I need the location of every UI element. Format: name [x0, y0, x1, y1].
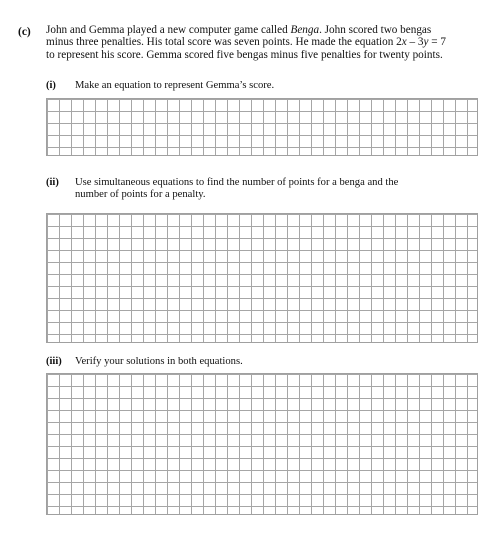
intro-segment: = 7	[428, 36, 446, 49]
intro-segment: to represent his score. Gemma scored five bengas minus five penalties for twenty points.	[46, 48, 443, 61]
intro-line-3	[46, 49, 491, 61]
part-ii-text	[75, 177, 398, 201]
intro-line-2	[46, 36, 491, 48]
part-iii-line-1: Verify your solutions in both equations.	[75, 356, 243, 367]
intro-segment: Benga	[290, 24, 320, 36]
part-i-number: (i)	[46, 80, 56, 91]
intro-segment: – 3	[406, 36, 424, 49]
part-iii-number: (iii)	[46, 356, 62, 367]
intro-segment: John and Gemma played a new computer game called	[46, 24, 291, 36]
intro-segment: . John scored two bengas	[319, 24, 432, 36]
intro-segment: x	[401, 36, 407, 49]
part-i-line-1: Make an equation to represent Gemma’s score.	[75, 80, 275, 91]
part-ii-number: (ii)	[46, 177, 59, 188]
part-ii-line-2: number of points for a penalty.	[75, 189, 206, 200]
answer-grid-part-i[interactable]	[46, 98, 478, 156]
part-iii-text	[75, 356, 243, 368]
question-label: (c)	[18, 26, 31, 38]
part-ii-line-1: Use simultaneous equations to find the number of points for a benga and the	[75, 177, 399, 188]
question-intro	[46, 24, 491, 61]
answer-grid-part-ii[interactable]	[46, 213, 478, 343]
answer-grid-part-iii[interactable]	[46, 373, 478, 515]
intro-segment: y	[423, 36, 429, 49]
intro-line-1	[46, 24, 491, 36]
part-i-text	[75, 80, 274, 92]
intro-segment: minus three penalties. His total score was seven points. He made the equation 2	[46, 36, 402, 49]
